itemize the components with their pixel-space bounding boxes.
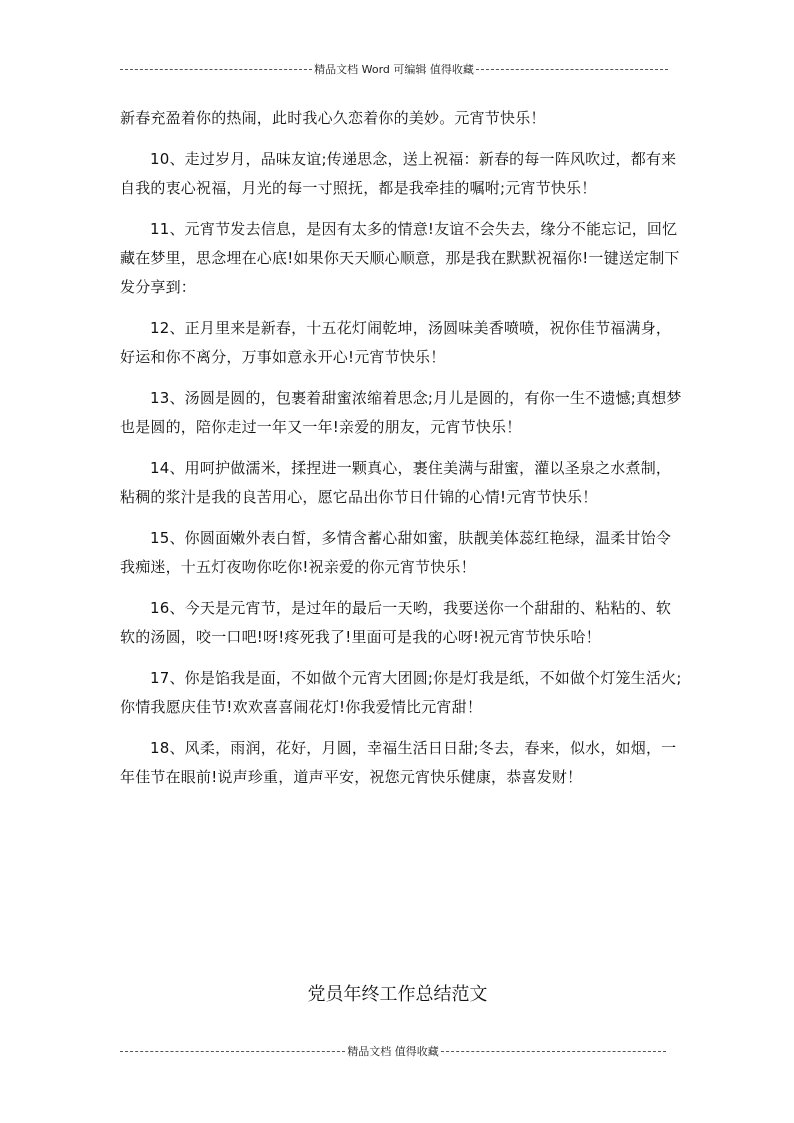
footer-text: 精品文档 值得收藏: [347, 1045, 439, 1058]
paragraph: 11、元宵节发去信息，是因有太多的情意!友谊不会失去，缘分不能忘记，回忆藏在梦里，思念埋在心底!如果你天天顺心顺意，那是我在默默祝福你!一键送定制下发分享到：: [120, 220, 680, 296]
paragraph: 18、风柔，雨润，花好，月圆，幸福生活日日甜;冬去，春来，似水，如烟，一年佳节在眼前!说声珍重，道声平安，祝您元宵快乐健康，恭喜发财！: [120, 739, 677, 786]
header-text: 精品文档 Word 可编辑 值得收藏: [314, 63, 474, 76]
page-header: [120, 61, 668, 77]
paragraph: 17、你是馅我是面，不如做个元宵大团圆;你是灯我是纸，不如做个灯笼生活火;你情我愿庆佳节!欢欢喜喜闹花灯!你我爱情比元宵甜！: [120, 669, 682, 716]
paragraph: 13、汤圆是圆的，包裹着甜蜜浓缩着思念;月儿是圆的，有你一生不遗憾;真想梦也是圆的，陪你走过一年又一年!亲爱的朋友，元宵节快乐！: [120, 389, 682, 436]
paragraph: 12、正月里来是新春，十五花灯闹乾坤，汤圆味美香喷喷，祝你佳节福满身，好运和你不离分，万事如意永开心!元宵节快乐！: [120, 319, 672, 366]
header-dash-right: [476, 69, 668, 70]
paragraph: 14、用呵护做濡米，揉捏进一颗真心，裹住美满与甜蜜，灌以圣泉之水煮制，粘稠的浆汁是我的良苦用心，愿它品出你节日什锦的心情!元宵节快乐！: [120, 459, 672, 506]
page-footer: [120, 1043, 666, 1059]
section-title: 党员年终工作总结范文: [307, 984, 488, 1005]
header-dash-left: [120, 69, 312, 70]
paragraph: 10、走过岁月，品味友谊;传递思念，送上祝福：新春的每一阵风吹过，都有来自我的衷心祝福，月光的每一寸照抚，都是我牵挂的嘱咐;元宵节快乐！: [120, 150, 677, 197]
paragraph: 16、今天是元宵节，是过年的最后一天哟，我要送你一个甜甜的、粘粘的、软软的汤圆，咬一口吧!呀!疼死我了!里面可是我的心呀!祝元宵节快乐哈！: [120, 599, 672, 646]
paragraph: 新春充盈着你的热闹，此时我心久恋着你的美妙。元宵节快乐！: [120, 109, 546, 127]
paragraph: 15、你圆面嫩外表白皙，多情含蓄心甜如蜜，肤靓美体蕊红艳绿，温柔甘饴令我痴迷，十五灯夜吻你吃你!祝亲爱的你元宵节快乐！: [120, 529, 672, 576]
document-body: [120, 104, 685, 804]
footer-dash-right: [441, 1051, 666, 1052]
footer-dash-left: [120, 1051, 345, 1052]
